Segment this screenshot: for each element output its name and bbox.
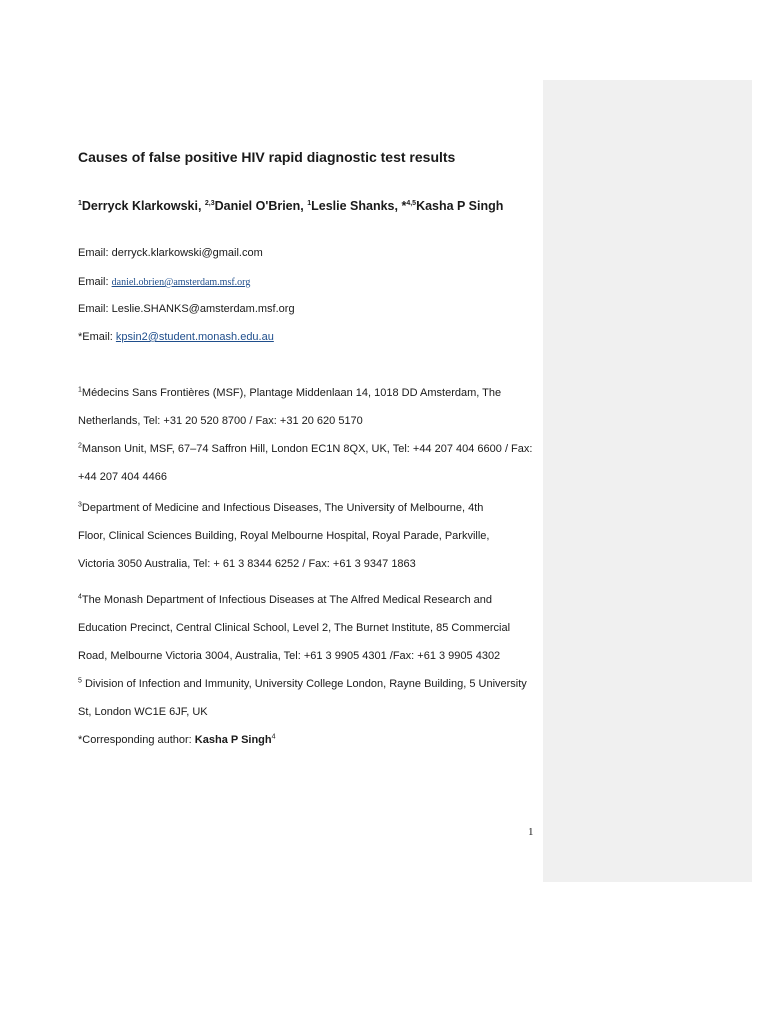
email-1: Email: derryck.klarkowski@gmail.com xyxy=(78,247,263,259)
author-1: $^1$Derryck Klarkowski, xyxy=(78,199,205,213)
comment-pane xyxy=(543,80,752,882)
affiliation-1-line-2: Netherlands, Tel: +31 20 520 8700 / Fax: +31 20 620 5170 xyxy=(78,415,363,427)
affiliation-5-line-2: St, London WC1E 6JF, UK xyxy=(78,706,208,718)
author-3: $^1$Leslie Shanks, xyxy=(307,199,402,213)
email-2-link[interactable]: daniel.obrien@amsterdam.msf.org xyxy=(111,277,251,288)
affiliation-4-line-1: $^4$The Monash Department of Infectious Diseases at The Alfred Medical Research and xyxy=(78,593,492,606)
author-4: *$^{4,5}$Kasha P Singh xyxy=(401,199,504,213)
email-4: *Email: kpsin2@student.monash.edu.au xyxy=(78,331,274,343)
affiliation-3-line-2: Floor, Clinical Sciences Building, Royal Melbourne Hospital, Royal Parade, Parkville, xyxy=(78,530,490,542)
affiliation-3-line-3: Victoria 3050 Australia, Tel: + 61 3 8344 6252 / Fax: +61 3 9347 1863 xyxy=(78,558,416,570)
corresponding-author: *Corresponding author: Kasha P Singh$^4$ xyxy=(78,733,276,746)
affiliation-1-line-1: $^1$Médecins Sans Frontières (MSF), Plantage Middenlaan 14, 1018 DD Amsterdam, The xyxy=(78,386,502,399)
affiliation-5-line-1: $^5$ Division of Infection and Immunity, University College London, Rayne Building, 5 University xyxy=(78,677,527,690)
email-4-link[interactable]: kpsin2@student.monash.edu.au xyxy=(115,331,274,343)
author-2: $^{2,3}$Daniel O'Brien, xyxy=(204,199,308,213)
affiliation-4-line-3: Road, Melbourne Victoria 3004, Australia, Tel: +61 3 9905 4301 /Fax: +61 3 9905 4302 xyxy=(78,650,501,662)
email-3: Email: Leslie.SHANKS@amsterdam.msf.org xyxy=(78,303,295,315)
author-list xyxy=(78,199,503,213)
affiliation-2-line-2: +44 207 404 4466 xyxy=(78,471,168,483)
affiliation-4-line-2: Education Precinct, Central Clinical School, Level 2, The Burnet Institute, 85 Commercial xyxy=(78,622,511,634)
affiliation-3-line-1: $^3$Department of Medicine and Infectious Diseases, The University of Melbourne, 4th xyxy=(78,501,484,514)
page-number: 1 xyxy=(528,826,534,838)
paper-title: Causes of false positive HIV rapid diagnostic test results xyxy=(78,149,456,165)
affiliation-2-line-1: $^2$Manson Unit, MSF, 67–74 Saffron Hill, London EC1N 8QX, UK, Tel: +44 207 404 6600 / Fax: xyxy=(78,442,533,455)
email-2: Email: daniel.obrien@amsterdam.msf.org xyxy=(78,276,251,288)
